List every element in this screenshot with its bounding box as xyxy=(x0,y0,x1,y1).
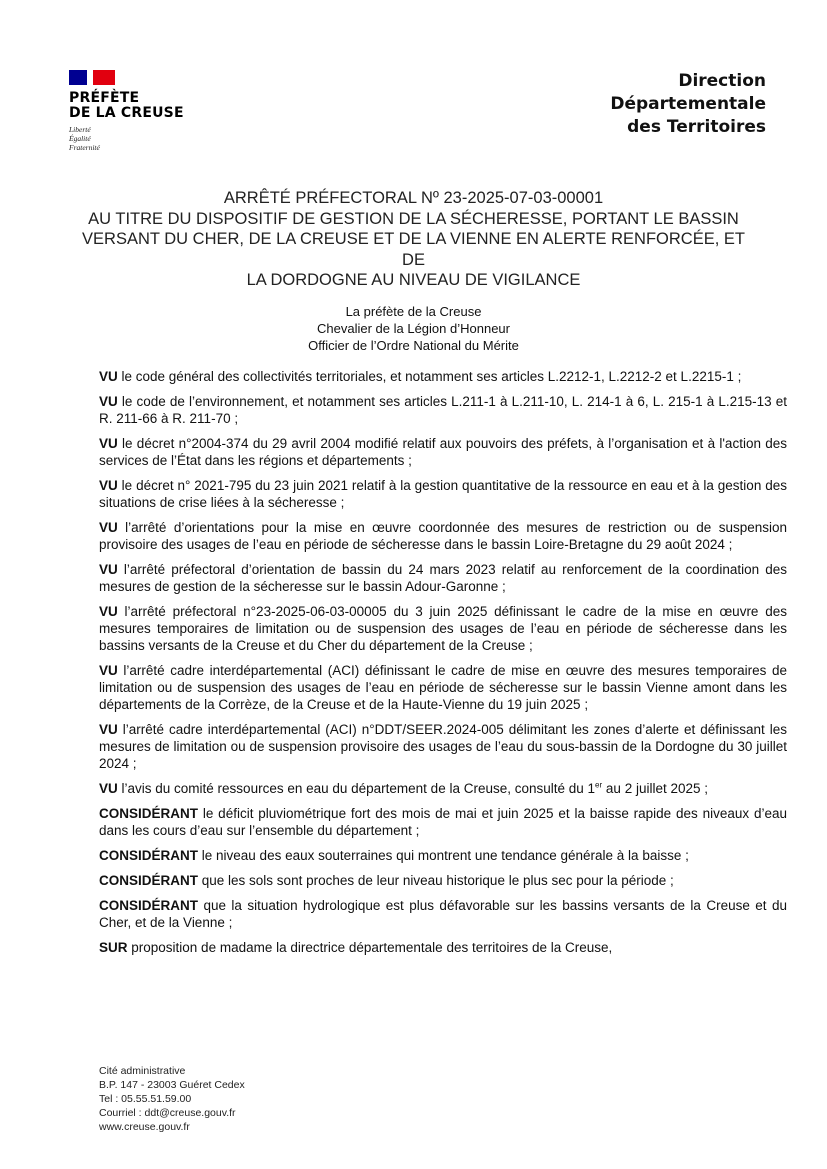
clause: VU l’arrêté cadre interdépartemental (ACI) n°DDT/SEER.2024-005 délimitant les zones d’alerte et définissant les mesures de limitation ou de suspension provisoire des usages de l’eau du sous-bassin de la Dordogne du 30 juillet 2024 ; xyxy=(99,722,787,771)
clause: VU l’arrêté cadre interdépartemental (ACI) définissant le cadre de mise en œuvre des mesures temporaires de limitation ou de suspension des usages de l’eau en période de sécheresse sur le bassin Vienne amont dans les départements de la Corrèze, de la Creuse et de la Haute-Vienne du 19 juin 2025 ; xyxy=(99,663,787,712)
prefecture-name: PRÉFÈTE DE LA CREUSE xyxy=(69,90,184,121)
clause: CONSIDÉRANT le niveau des eaux souterraines qui montrent une tendance générale à la baisse ; xyxy=(99,848,689,863)
clause: CONSIDÉRANT le déficit pluviométrique fort des mois de mai et juin 2025 et la baisse rapide des niveaux d’eau dans les cours d’eau sur l’ensemble du département ; xyxy=(99,806,787,838)
french-flag-icon xyxy=(69,70,115,85)
clause: CONSIDÉRANT que la situation hydrologique est plus défavorable sur les bassins versants de la Creuse et du Cher, et de la Vienne ; xyxy=(99,898,787,930)
clause: VU le décret n° 2021-795 du 23 juin 2021 relatif à la gestion quantitative de la ressource en eau et à la gestion des situations de crise liées à la sécheresse ; xyxy=(99,478,787,510)
email-link[interactable]: Courriel : ddt@creuse.gouv.fr xyxy=(99,1107,236,1119)
clause: CONSIDÉRANT que les sols sont proches de leur niveau historique le plus sec pour la période ; xyxy=(99,873,674,888)
contact-footer: Cité administrative B.P. 147 - 23003 Guéret Cedex Tel : 05.55.51.59.00 Courriel : ddt@creuse.gouv.fr www.creuse.gouv.fr xyxy=(99,1065,245,1133)
document-title: ARRÊTÉ PRÉFECTORAL Nº 23-2025-07-03-00001 AU TITRE DU DISPOSITIF DE GESTION DE LA SÉCHERESSE, PORTANT LE BASSIN VERSANT DU CHER, DE LA CREUSE ET DE LA VIENNE EN ALERTE RENFORCÉE, ET DE LA DORDOGNE AU NIVEAU DE VIGILANCE xyxy=(82,189,745,289)
signatory-block: La préfète de la Creuse Chevalier de la Légion d’Honneur Officier de l’Ordre National du Mérite xyxy=(308,304,519,353)
website-link[interactable]: www.creuse.gouv.fr xyxy=(99,1121,190,1133)
preamble-clauses xyxy=(99,368,787,964)
clause: VU l’arrêté préfectoral n°23-2025-06-03-00005 du 3 juin 2025 définissant le cadre de la mise en œuvre des mesures temporaires de limitation ou de suspension des usages de l’eau en période de sécheresse dans les bassins versants de la Creuse et du Cher du département de la Creuse ; xyxy=(99,604,787,653)
clause: VU le code de l’environnement, et notamment ses articles L.211-1 à L.211-10, L. 214-1 à 6, L. 215-1 à L.215-13 et R. 211-66 à R. 211-70 ; xyxy=(99,394,787,426)
clause: VU l’arrêté préfectoral d’orientation de bassin du 24 mars 2023 relatif au renforcement de la coordination des mesures de gestion de la sécheresse sur le bassin Adour-Garonne ; xyxy=(99,562,787,594)
clause: SUR proposition de madame la directrice départementale des territoires de la Creuse, xyxy=(99,940,613,955)
clause: VU le code général des collectivités territoriales, et notamment ses articles L.2212-1, L.2212-2 et L.2215-1 ; xyxy=(99,369,742,384)
issuing-direction: Direction Départementale des Territoires xyxy=(610,71,766,137)
republic-motto: Liberté Égalité Fraternité xyxy=(69,125,100,152)
clause: VU l’arrêté d’orientations pour la mise en œuvre coordonnée des mesures de restriction ou de suspension provisoire des usages de l’eau en période de sécheresse dans le bassin Loire-Bretagne du 29 août 2024 ; xyxy=(99,520,787,552)
clause: VU l’avis du comité ressources en eau du département de la Creuse, consulté du 1er au 2 juillet 2025 ; xyxy=(99,780,708,796)
prefecture-logo xyxy=(69,70,184,152)
clause: VU le décret n°2004-374 du 29 avril 2004 modifié relatif aux pouvoirs des préfets, à l’organisation et à l'action des services de l’État dans les régions et départements ; xyxy=(99,436,787,468)
